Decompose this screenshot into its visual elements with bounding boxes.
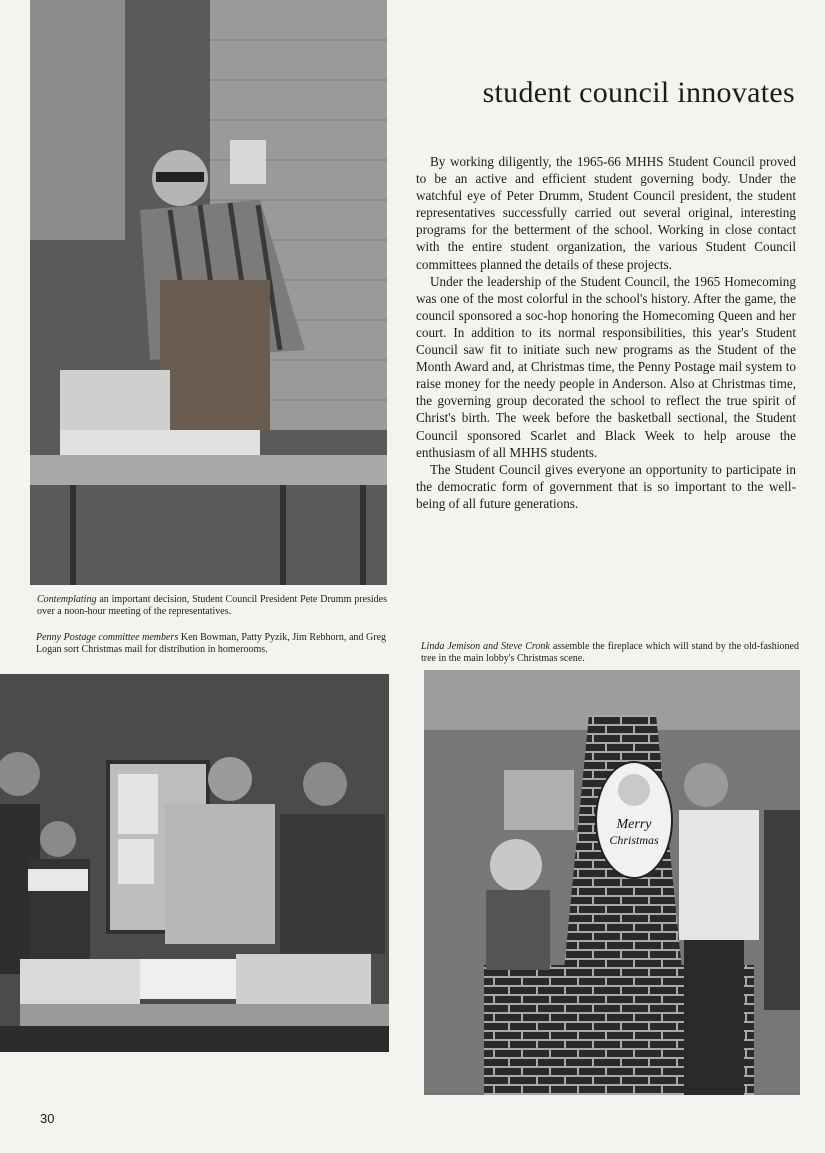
caption-text: an important decision, Student Council President Pete Drumm presides over a noon-hour meeting of the representatives.	[37, 594, 387, 617]
photo-assembling-fireplace	[424, 670, 800, 1095]
caption-penny-postage	[36, 632, 386, 655]
caption-lead: Linda Jemison and Steve Cronk	[421, 641, 550, 652]
christmas-sign-line2: Christmas	[609, 833, 659, 847]
mail-sorting-scene-illustration	[0, 674, 389, 1052]
article-paragraph: Under the leadership of the Student Council, the 1965 Homecoming was one of the most colorful in the school's history. After the game, the council sponsored a soc-hop honoring the Homecoming Queen and her court. In addition to its normal responsibilities, this year's Student Council saw fit to initiate such new programs as the Student of the Month Award and, at Christmas time, the Penny Postage mail system to raise money for the needy people in Anderson. Also at Christmas time, the governing group decorated the school to reflect the true spirit of Christ's birth. The week before the basketball sectional, the Student Council sponsored Scarlet and Black Week to help arouse the enthusiasm of all MHHS students.	[416, 273, 796, 460]
caption-fireplace	[421, 641, 799, 664]
page-title: student council innovates	[482, 76, 795, 109]
photo-president-at-podium	[30, 0, 387, 585]
christmas-sign-line1: Merry	[616, 817, 652, 832]
caption-president	[37, 594, 387, 617]
page-number: 30	[40, 1111, 55, 1126]
article-body	[416, 153, 796, 512]
photo-sorting-christmas-mail	[0, 674, 389, 1052]
article-paragraph: The Student Council gives everyone an opportunity to participate in the democratic form of government that is so important to the well-being of all future generations.	[416, 461, 796, 511]
podium-scene-illustration	[30, 0, 387, 585]
article-paragraph: By working diligently, the 1965-66 MHHS Student Council proved to be an active and efficient student governing body. Under the watchful eye of Peter Drumm, Student Council president, the student representatives successfully carried out several original, interesting programs for the betterment of the school. Working in close contact with the entire student organization, the various Student Council committees planned the details of these projects.	[416, 154, 796, 272]
caption-text: assemble the fireplace which will stand by the old-fashioned tree in the main lobby's Christmas scene.	[421, 641, 799, 664]
caption-lead: Penny Postage committee members	[36, 632, 179, 643]
caption-text: Ken Bowman, Patty Pyzik, Jim Rebhorn, and Greg Logan sort Christmas mail for distribution in homerooms.	[36, 632, 387, 655]
fireplace-scene-illustration	[424, 670, 800, 1095]
caption-lead: Contemplating	[37, 594, 97, 605]
